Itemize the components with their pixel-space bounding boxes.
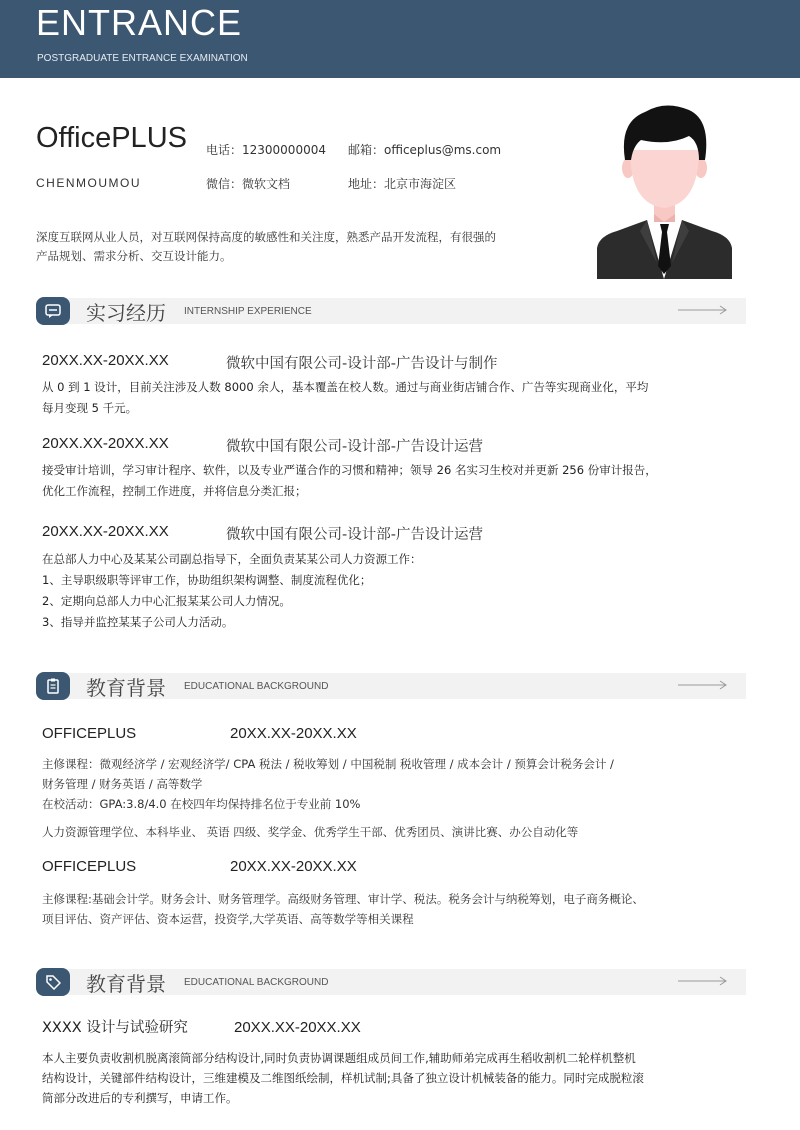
clipboard-icon xyxy=(36,672,70,700)
profile-name: OfficePLUS xyxy=(36,122,187,154)
project-date: 20XX.XX-20XX.XX xyxy=(234,1019,361,1036)
arrow-right-icon xyxy=(678,680,728,690)
section-subtitle: EDUCATIONAL BACKGROUND xyxy=(184,681,329,692)
section-title: 实习经历 xyxy=(86,301,166,325)
section-title: 教育背景 xyxy=(86,676,166,700)
job-description: 从 0 到 1 设计，目前关注涉及人数 8000 余人，基本覆盖在校人数。通过与商业街店铺合作、广告等实现商业化，平均 每月变现 5 千元。 xyxy=(42,380,649,415)
project-description: 本人主要负责收割机脱离滚筒部分结构设计,同时负责协调课题组成员间工作,辅助师弟完成再生稻收割机二轮样机整机 结构设计，关键部件结构设计，三维建模及二维图纸绘制，样机试制;具备了独立设计机械装备的能力。同时完成脱粒滚 筒部分改进后的专利撰写，申请工作。 xyxy=(42,1051,644,1105)
job-company: 微软中国有限公司-设计部-广告设计与制作 xyxy=(226,356,498,372)
job-date: 20XX.XX-20XX.XX xyxy=(42,435,169,452)
edu-extra: 人力资源管理学位、本科毕业、 英语 四级、奖学金、优秀学生干部、优秀团员、演讲比赛、办公自动化等 xyxy=(42,825,579,839)
phone-text: 电话：12300000004 xyxy=(206,143,326,157)
section-title: 教育背景 xyxy=(86,972,166,996)
header-banner xyxy=(0,0,800,78)
profile-pinyin: CHENMOUMOU xyxy=(36,176,141,190)
tag-icon xyxy=(36,968,70,996)
job-company: 微软中国有限公司-设计部-广告设计运营 xyxy=(226,439,483,455)
banner-title: ENTRANCE xyxy=(36,2,243,43)
arrow-right-icon xyxy=(678,305,728,315)
section-header-internship xyxy=(36,296,746,326)
edu-school: OFFICEPLUS xyxy=(42,725,137,742)
edu-details: 主修课程：微观经济学 / 宏观经济学/ CPA 税法 / 税收筹划 / 中国税制 税收管理 / 成本会计 / 预算会计税务会计 / 财务管理 / 财务英语 / 高等数学 在校活动：GPA:3.8/4.0 在校四年均保持排名位于专业前 10% xyxy=(42,757,614,811)
profile-summary: 深度互联网从业人员，对互联网保持高度的敏感性和关注度，熟悉产品开发流程，有很强的产品规划、需求分析、交互设计能力。 xyxy=(36,230,496,263)
section-header-project xyxy=(36,967,746,997)
section-subtitle: EDUCATIONAL BACKGROUND xyxy=(184,977,329,988)
wechat-text: 微信：微软文档 xyxy=(206,177,291,191)
address-text: 地址：北京市海淀区 xyxy=(348,177,457,191)
arrow-right-icon xyxy=(678,976,728,986)
edu-school: OFFICEPLUS xyxy=(42,858,137,875)
section-header-education xyxy=(36,671,746,701)
edu-details: 主修课程:基础会计学。财务会计、财务管理学。高级财务管理、审计学、税法。税务会计与纳税筹划，电子商务概论、 项目评估、资产评估、资本运营，投资学,大学英语、高等数学等相关课程 xyxy=(42,892,644,926)
edu-date: 20XX.XX-20XX.XX xyxy=(230,858,357,875)
job-description: 在总部人力中心及某某公司副总指导下，全面负责某某公司人力资源工作： 1、主导职级职等评审工作，协助组织架构调整、制度流程优化； 2、定期向总部人力中心汇报某某公司人力情况。 3、指导并监控某某子公司人力活动。 xyxy=(42,552,422,629)
section-subtitle: INTERNSHIP EXPERIENCE xyxy=(184,306,312,317)
chat-icon xyxy=(36,297,70,325)
avatar xyxy=(597,98,732,279)
job-company: 微软中国有限公司-设计部-广告设计运营 xyxy=(226,527,483,543)
email-text: 邮箱：officeplus@ms.com xyxy=(348,143,502,157)
job-date: 20XX.XX-20XX.XX xyxy=(42,523,169,540)
project-title: XXXX 设计与试验研究 xyxy=(42,1020,188,1036)
job-description: 接受审计培训，学习审计程序、软件，以及专业严谨合作的习惯和精神；领导 26 名实习生校对并更新 256 份审计报告， 优化工作流程，控制工作进度，并将信息分类汇报； xyxy=(42,463,657,498)
job-date: 20XX.XX-20XX.XX xyxy=(42,352,169,369)
banner-subtitle: POSTGRADUATE ENTRANCE EXAMINATION xyxy=(37,53,248,64)
edu-date: 20XX.XX-20XX.XX xyxy=(230,725,357,742)
